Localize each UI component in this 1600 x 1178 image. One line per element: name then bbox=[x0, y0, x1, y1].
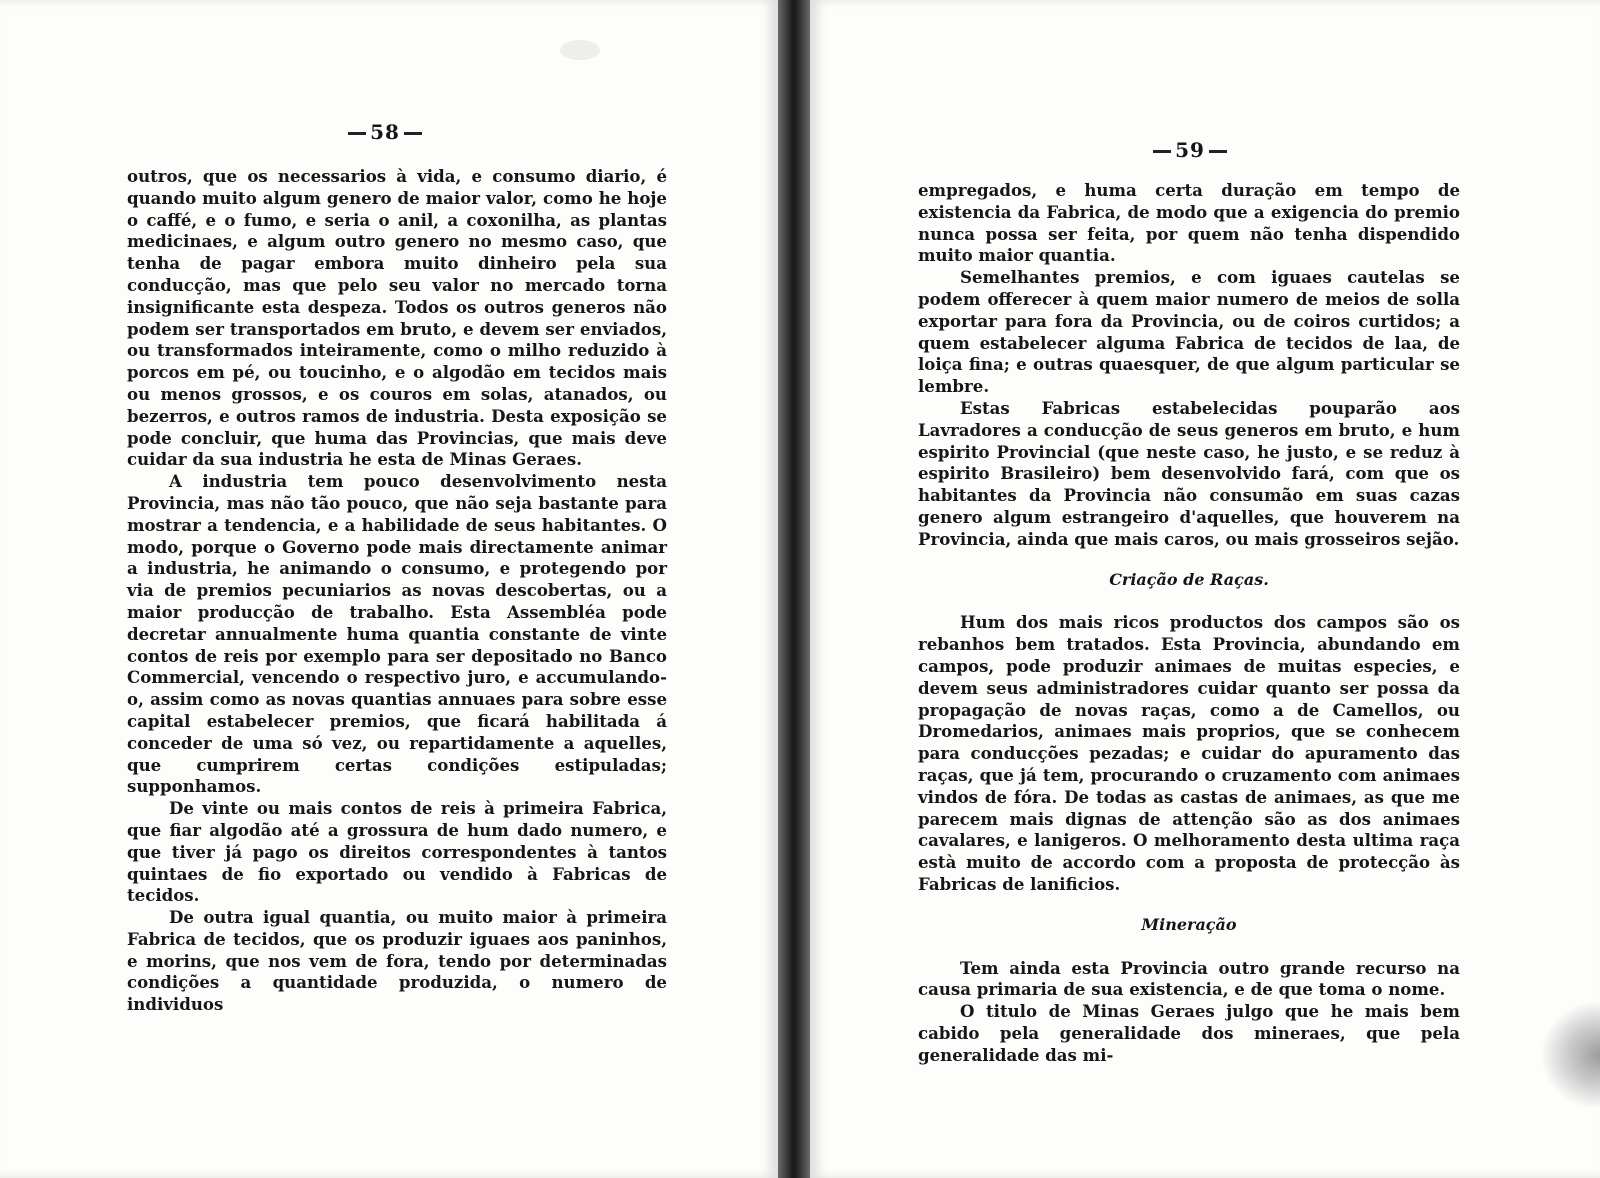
book-gutter bbox=[778, 0, 810, 1178]
page-fold-corner bbox=[1540, 1000, 1600, 1110]
right-page-text bbox=[918, 180, 1460, 1066]
section-title-mineracao: Mineração bbox=[1141, 914, 1237, 934]
page-number-left: 58 bbox=[325, 120, 445, 144]
paragraph: De vinte ou mais contos de reis à primeira Fabrica, que fiar algodão até a grossura de hum dado numero, e que tiver já pago os direitos correspondentes à tantos quintaes de fio exportado ou vendido à Fabricas de tecidos. bbox=[127, 798, 667, 906]
paragraph: O titulo de Minas Geraes julgo que he mais bem cabido pela generalidade dos mineraes, que pela generalidade das mi- bbox=[918, 1001, 1460, 1065]
paper-smudge bbox=[560, 40, 600, 60]
paragraph: empregados, e huma certa duração em tempo de existencia da Fabrica, de modo que a exigencia do premio nunca possa ser feita, por quem não tenha dispendido muito maior quantia. bbox=[918, 180, 1460, 266]
left-page bbox=[0, 0, 778, 1178]
paragraph: A industria tem pouco desenvolvimento nesta Provincia, mas não tão pouco, que não seja bastante para mostrar a tendencia, e a habilidade de seus habitantes. O modo, porque o Governo pode mais directamente animar a industria, he animando o consumo, e protegendo por via de premios pecuniarios as novas descobertas, ou a maior producção de trabalho. Esta Assembléa pode decretar annualmente huma quantia constante de vinte contos de reis por exemplo para ser depositado no Banco Commercial, vencendo o respectivo juro, e accumulando-o, assim como as novas quantias annuaes para sobre esse capital estabelecer premios, que ficará habilitada á conceder de uma só vez, ou repartidamente a aquelles, que cumprirem certas condições estipuladas; supponhamos. bbox=[127, 471, 667, 797]
section-title-criacao: Criação de Raças. bbox=[1109, 569, 1269, 589]
paragraph: Hum dos mais ricos productos dos campos são os rebanhos bem tratados. Esta Provincia, abundando em campos, pode produzir animaes de muitas especies, e devem seus administradores cuidar quanto ser possa da propagação de novas raças, como a de Camellos, ou Dromedarios, animaes mais proprios, que se conhecem para conducções pezadas; e cuidar do apuramento das raças, que já tem, procurando o cruzamento com animaes vindos de fóra. De todas as castas de animaes, as que me parecem mais dignas de attenção são as dos animaes cavalares, e lanigeros. O melhoramento desta ultima raça està muito de accordo com a proposta de protecção às Fabricas de lanificios. bbox=[918, 612, 1460, 894]
page-number-right: 59 bbox=[1130, 138, 1250, 162]
paragraph: De outra igual quantia, ou muito maior à primeira Fabrica de tecidos, que os produzir iguaes aos paninhos, e morins, que nos vem de fora, tendo por determinadas condições a quantidade produzida, o numero de individuos bbox=[127, 907, 667, 1015]
right-page bbox=[810, 0, 1600, 1178]
paragraph: Estas Fabricas estabelecidas pouparão aos Lavradores a conducção de seus generos em bruto, e hum espirito Provincial (que neste caso, he justo, e se reduz à espirito Brasileiro) bem desenvolvido fará, com que os habitantes da Provincia não consumão em suas cazas genero algum estrangeiro d'aquelles, que houverem na Provincia, ainda que mais caros, ou mais grosseiros sejão. bbox=[918, 397, 1460, 549]
paragraph: Tem ainda esta Provincia outro grande recurso na causa primaria de sua existencia, e de que toma o nome. bbox=[918, 957, 1460, 1000]
paragraph: outros, que os necessarios à vida, e consumo diario, é quando muito algum genero de maior valor, como he hoje o caffé, e o fumo, e seria o anil, a coxonilha, as plantas medicinaes, e algum outro genero no mesmo caso, que tenha de pagar embora muito dinheiro pela sua conducção, mas que pelo seu valor no mercado torna insignificante esta despeza. Todos os outros generos não podem ser transportados em bruto, e devem ser enviados, ou transformados inteiramente, como o milho reduzido à porcos em pé, ou toucinho, e o algodão em tecidos mais ou menos grossos, e os couros em solas, atanados, ou bezerros, e outros ramos de industria. Desta exposição se pode concluir, que huma das Provincias, que mais deve cuidar da sua industria he esta de Minas Geraes. bbox=[127, 166, 667, 470]
paragraph: Semelhantes premios, e com iguaes cautelas se podem offerecer à quem maior numero de meios de solla exportar para fora da Provincia, ou de coiros curtidos; a quem estabelecer alguma Fabrica de tecidos de laa, de loiça fina; e outras quaesquer, de que algum particular se lembre. bbox=[918, 267, 1460, 397]
left-page-text bbox=[127, 166, 667, 1016]
